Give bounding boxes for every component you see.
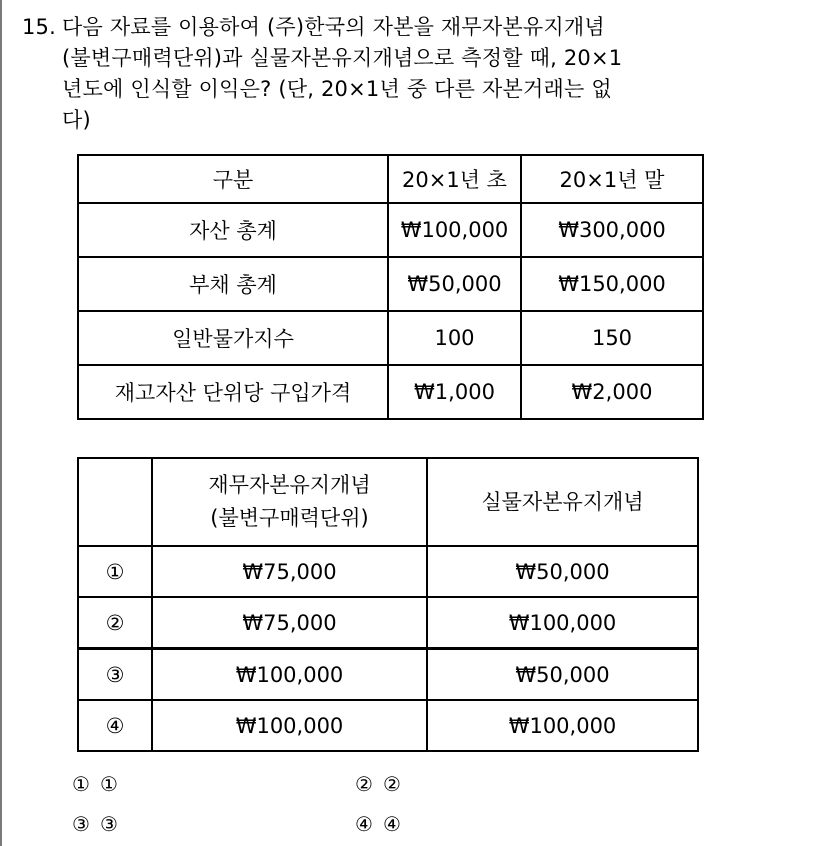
financial-value: ₩100,000 — [152, 700, 427, 751]
option-mark: ① — [78, 546, 152, 597]
choice-value: ① — [99, 772, 118, 796]
choice-mark: ④ — [355, 812, 373, 836]
table-row — [78, 203, 703, 257]
table-row — [78, 597, 698, 649]
option-mark: ④ — [78, 700, 152, 751]
cell-value: ₩2,000 — [521, 365, 703, 419]
option-mark: ③ — [78, 649, 152, 701]
header-year-start: 20×1년 초 — [388, 155, 521, 203]
row-label: 부채 총계 — [78, 257, 388, 311]
cell-value: ₩100,000 — [388, 203, 521, 257]
choice-value: ③ — [99, 812, 118, 836]
choice-value: ② — [382, 772, 401, 796]
header-financial-line2: (불변구매력단위) — [210, 506, 369, 530]
table-row — [78, 546, 698, 597]
question-block — [22, 12, 802, 136]
table-row — [78, 311, 703, 365]
choice-3[interactable] — [72, 812, 118, 836]
financial-value: ₩100,000 — [152, 649, 427, 701]
cell-value: ₩50,000 — [388, 257, 521, 311]
financial-data-table — [77, 154, 704, 420]
question-number: 15. — [22, 15, 56, 39]
cell-value: 150 — [521, 311, 703, 365]
header-physical-capital: 실물자본유지개념 — [427, 458, 698, 546]
question-line: 년도에 인식할 이익은? (단, 20×1년 중 다른 자본거래는 없 — [62, 77, 612, 101]
header-financial-line1: 재무자본유지개념 — [208, 473, 371, 497]
cell-value: 100 — [388, 311, 521, 365]
question-line: (불변구매력단위)과 실물자본유지개념으로 측정할 때, 20×1 — [62, 46, 623, 70]
choice-mark: ① — [72, 772, 90, 796]
choice-2[interactable] — [355, 772, 401, 796]
row-label: 자산 총계 — [78, 203, 388, 257]
row-label: 재고자산 단위당 구입가격 — [78, 365, 388, 419]
choice-1[interactable] — [72, 772, 118, 796]
table-header-row — [78, 458, 698, 546]
row-label: 일반물가지수 — [78, 311, 388, 365]
table-row — [78, 649, 698, 701]
physical-value: ₩50,000 — [427, 649, 698, 701]
question-text — [62, 12, 802, 136]
choice-mark: ② — [355, 772, 373, 796]
cell-value: ₩300,000 — [521, 203, 703, 257]
table-header-row — [78, 155, 703, 203]
page-left-border — [0, 0, 2, 846]
header-category: 구분 — [78, 155, 388, 203]
physical-value: ₩100,000 — [427, 700, 698, 751]
question-line: 다) — [62, 108, 91, 132]
option-mark: ② — [78, 597, 152, 649]
table-row — [78, 365, 703, 419]
answer-options-table — [77, 457, 699, 752]
financial-value: ₩75,000 — [152, 597, 427, 649]
table-row — [78, 257, 703, 311]
cell-value: ₩1,000 — [388, 365, 521, 419]
physical-value: ₩50,000 — [427, 546, 698, 597]
choice-value: ④ — [382, 812, 401, 836]
header-financial-capital — [152, 458, 427, 546]
physical-value: ₩100,000 — [427, 597, 698, 649]
choice-4[interactable] — [355, 812, 401, 836]
financial-value: ₩75,000 — [152, 546, 427, 597]
header-year-end: 20×1년 말 — [521, 155, 703, 203]
question-line: 다음 자료를 이용하여 (주)한국의 자본을 재무자본유지개념 — [62, 15, 605, 39]
choice-mark: ③ — [72, 812, 90, 836]
header-blank — [78, 458, 152, 546]
table-row — [78, 700, 698, 751]
cell-value: ₩150,000 — [521, 257, 703, 311]
